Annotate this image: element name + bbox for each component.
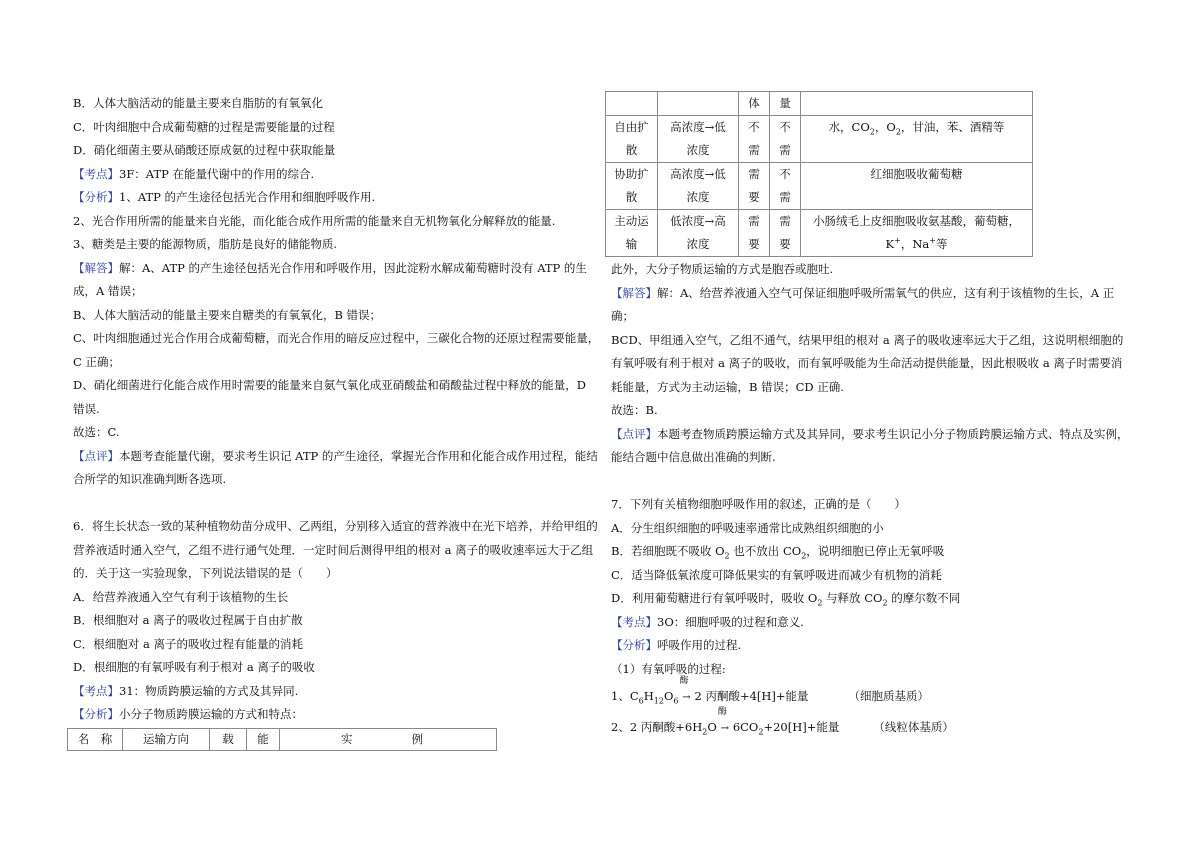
q5-fenxi-3: 3、糖类是主要的能源物质，脂肪是良好的储能物质. <box>73 237 337 251</box>
q5-jieda-d: D、硝化细菌进行化能合成作用时需要的能量来自氨气氧化成亚硝酸盐和硝酸盐过程中释放的能量，D 错误. <box>73 378 586 416</box>
q7-option-d: D．利用葡萄糖进行有氧呼吸时，吸收 $O_2$ 与释放 $CO_2$ 的摩尔数不同 <box>611 591 961 608</box>
enzyme-arrow: 酶 → <box>717 706 729 734</box>
cell-example: 小肠绒毛上皮细胞吸收氨基酸，葡萄糖， K+，Na+等 <box>801 210 1033 257</box>
cell-carrier: 需 要 <box>739 210 770 257</box>
q6-option-d: D．根细胞的有氧呼吸有利于根对 a 离子的吸收 <box>73 660 315 674</box>
transport-table-header <box>67 728 497 751</box>
jieda-tag: 【解答】 <box>73 260 119 275</box>
q6-jieda-a: 【解答】解：A、给营养液通入空气可保证细胞呼吸所需氧气的供应，这有利于该植物的生长，A 正确； <box>611 285 1115 323</box>
q7-option-b: B．若细胞既不吸收 $O_2$ 也不放出 $CO_2$，说明细胞已停止无氧呼吸 <box>611 544 945 561</box>
kaodian-tag: 【考点】 <box>611 614 657 629</box>
table-row <box>606 163 1033 210</box>
q7-stem: 7．下列有关植物细胞呼吸作用的叙述，正确的是（ ） <box>611 497 906 511</box>
q5-jieda-a: 【解答】解：A、ATP 的产生途径包括光合作用和呼吸作用，因此淀粉水解成葡萄糖时没有 ATP 的生成，A 错误； <box>73 260 587 298</box>
table-row <box>606 210 1033 257</box>
q6-stem: 6．将生长状态一致的某种植物幼苗分成甲、乙两组，分别移入适宜的营养液中在光下培养，并给甲组的营养液适时通入空气，乙组不进行通气处理．一定时间后测得甲组的根对 a 离子的吸收速率远大于乙组的．关于这一实验现象，下列说法错误的是（ ） <box>73 519 598 580</box>
table-header-continuation <box>606 92 1033 116</box>
q6-dianping: 【点评】本题考查物质跨膜运输方式及其异同，要求考生识记小分子物质跨膜运输方式、特点及实例，能结合题中信息做出准确的判断. <box>611 426 1129 464</box>
header-cell-example: 实 例 <box>280 729 497 751</box>
table-row <box>606 116 1033 163</box>
kaodian-tag: 【考点】 <box>73 683 119 698</box>
cell-direction: 高浓度→低 浓度 <box>658 116 739 163</box>
header-cell-carrier: 载 <box>210 729 247 751</box>
enzyme-arrow: 酶 → <box>679 676 691 703</box>
q7-fenxi: 【分析】呼吸作用的过程. <box>611 638 742 652</box>
kaodian-tag: 【考点】 <box>73 166 119 181</box>
q5-kaodian: 【考点】3F：ATP 在能量代谢中的作用的综合. <box>73 166 315 181</box>
q5-fenxi: 【分析】1、ATP 的产生途径包括光合作用和细胞呼吸作用. <box>73 190 376 204</box>
fenxi-tag: 【分析】 <box>611 638 657 652</box>
equation-1: 1、$C_6H_{12}O_6$ 酶 → 2 丙酮酸+4[H]+能量 （细胞质基质） <box>611 685 1131 710</box>
cell-carrier: 需 要 <box>739 163 770 210</box>
header-cell-name: 名 称 <box>68 729 123 751</box>
q6-option-c: C．根细胞对 a 离子的吸收过程有能量的消耗 <box>73 636 303 651</box>
q5-option-d: D．硝化细菌主要从硝酸还原成氨的过程中获取能量 <box>73 143 336 157</box>
q5-option-b: B．人体大脑活动的能量主要来自脂肪的有氧氧化 <box>73 96 323 110</box>
q6-jieda-bcd: BCD、甲组通入空气，乙组不通气，结果甲组的根对 a 离子的吸收速率远大于乙组，这说明根细胞的有氧呼吸有利于根对 a 离子的吸收，而有氧呼吸能为生命活动提供能量，因此根吸收 a 离子时需要消耗能量，方式为主动运输，B 错误；CD 正确. <box>611 332 1124 394</box>
cell-energy: 不 需 <box>770 116 801 163</box>
q5-dianping: 【点评】本题考查能量代谢，要求考生识记 ATP 的产生途径，掌握光合作用和化能合成作用过程，能结合所学的知识准确判断各选项. <box>73 448 598 486</box>
dianping-tag: 【点评】 <box>73 448 119 463</box>
q6-extra: 此外，大分子物质运输的方式是胞吞或胞吐. <box>611 262 834 276</box>
q7-subheading: （1）有氧呼吸的过程: <box>611 661 726 676</box>
header-cell-direction: 运输方向 <box>123 729 210 751</box>
q7-kaodian: 【考点】3O：细胞呼吸的过程和意义. <box>611 614 804 629</box>
cell-direction: 高浓度→低 浓度 <box>658 163 739 210</box>
right-column <box>611 258 1131 740</box>
jieda-tag: 【解答】 <box>611 285 657 300</box>
location-label: （线粒体基质） <box>873 719 954 734</box>
location-label: （细胞质基质） <box>848 689 930 703</box>
q6-fenxi: 【分析】小分子物质跨膜运输的方式和特点： <box>73 707 303 721</box>
cell-direction: 低浓度→高 浓度 <box>658 210 739 257</box>
cell-carrier: 不 需 <box>739 116 770 163</box>
q5-fenxi-2: 2、光合作用所需的能量来自光能，而化能合成作用所需的能量来自无机物氧化分解释放的能量. <box>73 213 556 228</box>
equation-2: 2、2 丙酮酸$+6H_2O$ 酶 → $6CO_2+20[H]+$能量 （线粒体基质） <box>611 716 1131 741</box>
transport-table <box>605 91 1033 257</box>
q5-jieda-c: C、叶肉细胞通过光合作用合成葡萄糖，而光合作用的暗反应过程中，三碳化合物的还原过程需要能量，C 正确； <box>73 331 600 369</box>
q6-answer: 故选：B. <box>611 403 658 417</box>
cell-name: 自由扩 散 <box>606 116 658 163</box>
cell-name: 主动运 输 <box>606 210 658 257</box>
q6-option-a: A．给营养液通入空气有利于该植物的生长 <box>73 589 289 604</box>
q7-option-c: C．适当降低氧浓度可降低果实的有氧呼吸进而减少有机物的消耗 <box>611 567 942 582</box>
q5-answer: 故选：C. <box>73 425 120 439</box>
left-column <box>73 92 601 727</box>
q6-kaodian: 【考点】31：物质跨膜运输的方式及其异同. <box>73 683 299 698</box>
fenxi-tag: 【分析】 <box>73 190 119 204</box>
q5-option-c: C．叶肉细胞中合成葡萄糖的过程是需要能量的过程 <box>73 119 335 134</box>
q5-jieda-b: B、人体大脑活动的能量主要来自糖类的有氧氧化，B 错误； <box>73 307 382 322</box>
q6-option-b: B．根细胞对 a 离子的吸收过程属于自由扩散 <box>73 613 303 627</box>
table-header-row <box>68 729 497 751</box>
cell-name: 协助扩 散 <box>606 163 658 210</box>
cell-energy: 不 需 <box>770 163 801 210</box>
header-cell-carrier-cont: 体 <box>739 92 770 116</box>
header-cell-energy: 能 <box>247 729 280 751</box>
fenxi-tag: 【分析】 <box>73 707 119 721</box>
header-cell-energy-cont: 量 <box>770 92 801 116</box>
cell-example: 红细胞吸收葡萄糖 <box>801 163 1033 210</box>
q7-option-a: A．分生组织细胞的呼吸速率通常比成熟组织细胞的小 <box>611 520 884 535</box>
cell-example: 水，$CO_2$，$O_2$，甘油，苯、酒精等 <box>801 116 1033 163</box>
dianping-tag: 【点评】 <box>611 426 657 441</box>
cell-energy: 需 要 <box>770 210 801 257</box>
